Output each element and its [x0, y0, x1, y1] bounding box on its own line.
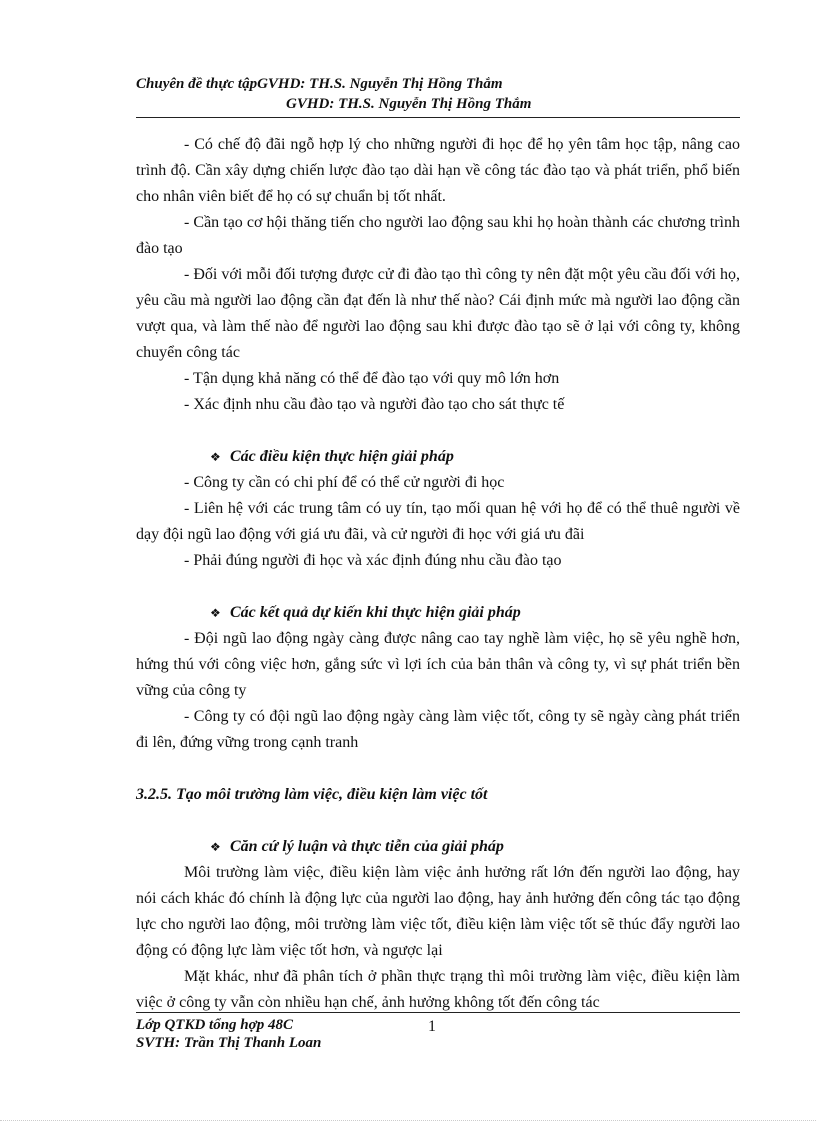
- footer-student: SVTH: Trần Thị Thanh Loan: [136, 1035, 322, 1051]
- header-line-1: Chuyên đề thực tậpGVHD: TH.S. Nguyễn Thị Hồng Thắm: [136, 76, 503, 92]
- blank-line: [136, 418, 740, 444]
- footer-class: Lớp QTKD tổng hợp 48C: [136, 1017, 293, 1033]
- paragraph: - Đối với mỗi đối tượng được cử đi đào tạo thì công ty nên đặt một yêu cầu đối với họ, yêu cầu mà người lao động cần đạt đến là như thế nào? Cái định mức mà người lao động cần vượt qua, và làm thế nào để người lao động sau khi được đào tạo sẽ ở lại với công ty, không chuyển công tác: [136, 266, 740, 361]
- diamond-bullet-icon: ❖: [210, 840, 221, 854]
- paragraph: - Liên hệ với các trung tâm có uy tín, tạo mối quan hệ với họ để có thể thuê người về dạy đội ngũ lao động với giá ưu đãi, và cử người đi học với giá ưu đãi: [136, 500, 740, 543]
- paragraph: - Công ty cần có chi phí để có thể cử người đi học: [184, 474, 505, 491]
- paragraph: - Xác định nhu cầu đào tạo và người đào tạo cho sát thực tế: [184, 396, 565, 413]
- header-divider: [136, 117, 740, 118]
- footer-divider: [136, 1012, 740, 1013]
- paragraph: - Phải đúng người đi học và xác định đúng nhu cầu đào tạo: [184, 552, 562, 569]
- blank-line: [136, 808, 740, 834]
- paragraph: - Cần tạo cơ hội thăng tiến cho người lao động sau khi họ hoàn thành các chương trình đào tạo: [136, 214, 740, 257]
- subheading: [136, 600, 740, 626]
- blank-line: [136, 574, 740, 600]
- diamond-bullet-icon: ❖: [210, 606, 221, 620]
- paragraph: - Có chế độ đãi ngỗ hợp lý cho những người đi học để họ yên tâm học tập, nâng cao trình độ. Cần xây dựng chiến lược đào tạo dài hạn về công tác đào tạo và phát triển, phổ biến cho nhân viên biết để họ có sự chuẩn bị tốt nhất.: [136, 136, 740, 205]
- subheading: [136, 834, 740, 860]
- document-body: [136, 132, 740, 1016]
- subheading: [136, 444, 740, 470]
- diamond-bullet-icon: ❖: [210, 450, 221, 464]
- subheading-text: Các điều kiện thực hiện giải pháp: [230, 448, 454, 465]
- paragraph: - Công ty có đội ngũ lao động ngày càng làm việc tốt, công ty sẽ ngày càng phát triển đi lên, đứng vững trong cạnh tranh: [136, 708, 740, 751]
- subheading-text: Các kết quả dự kiến khi thực hiện giải pháp: [230, 604, 521, 621]
- paragraph: Mặt khác, như đã phân tích ở phần thực trạng thì môi trường làm việc, điều kiện làm việc ở công ty vẫn còn nhiều hạn chế, ảnh hưởng không tốt đến công tác: [136, 968, 740, 1011]
- page-number: 1: [428, 1018, 436, 1035]
- paragraph: - Đội ngũ lao động ngày càng được nâng cao tay nghề làm việc, họ sẽ yêu nghề hơn, hứng thú với công việc hơn, gắng sức vì lợi ích của bản thân và công ty, vì sự phát triển bền vững của công ty: [136, 630, 740, 699]
- subheading-text: Căn cứ lý luận và thực tiễn của giải pháp: [230, 838, 504, 855]
- page-edge-divider: [0, 1120, 816, 1121]
- section-heading: 3.2.5. Tạo môi trường làm việc, điều kiện làm việc tốt: [136, 786, 488, 803]
- paragraph: - Tận dụng khả năng có thể để đào tạo với quy mô lớn hơn: [184, 370, 560, 387]
- header-line-2: GVHD: TH.S. Nguyễn Thị Hồng Thắm: [286, 96, 532, 112]
- paragraph: Môi trường làm việc, điều kiện làm việc ảnh hưởng rất lớn đến người lao động, hay nói cách khác đó chính là động lực của người lao động, hay ảnh hưởng đến công tác tạo động lực cho người lao động, môi trường làm việc tốt, điều kiện làm việc tốt sẽ thúc đẩy người lao động có động lực làm việc tốt hơn, và ngược lại: [136, 864, 740, 959]
- blank-line: [136, 756, 740, 782]
